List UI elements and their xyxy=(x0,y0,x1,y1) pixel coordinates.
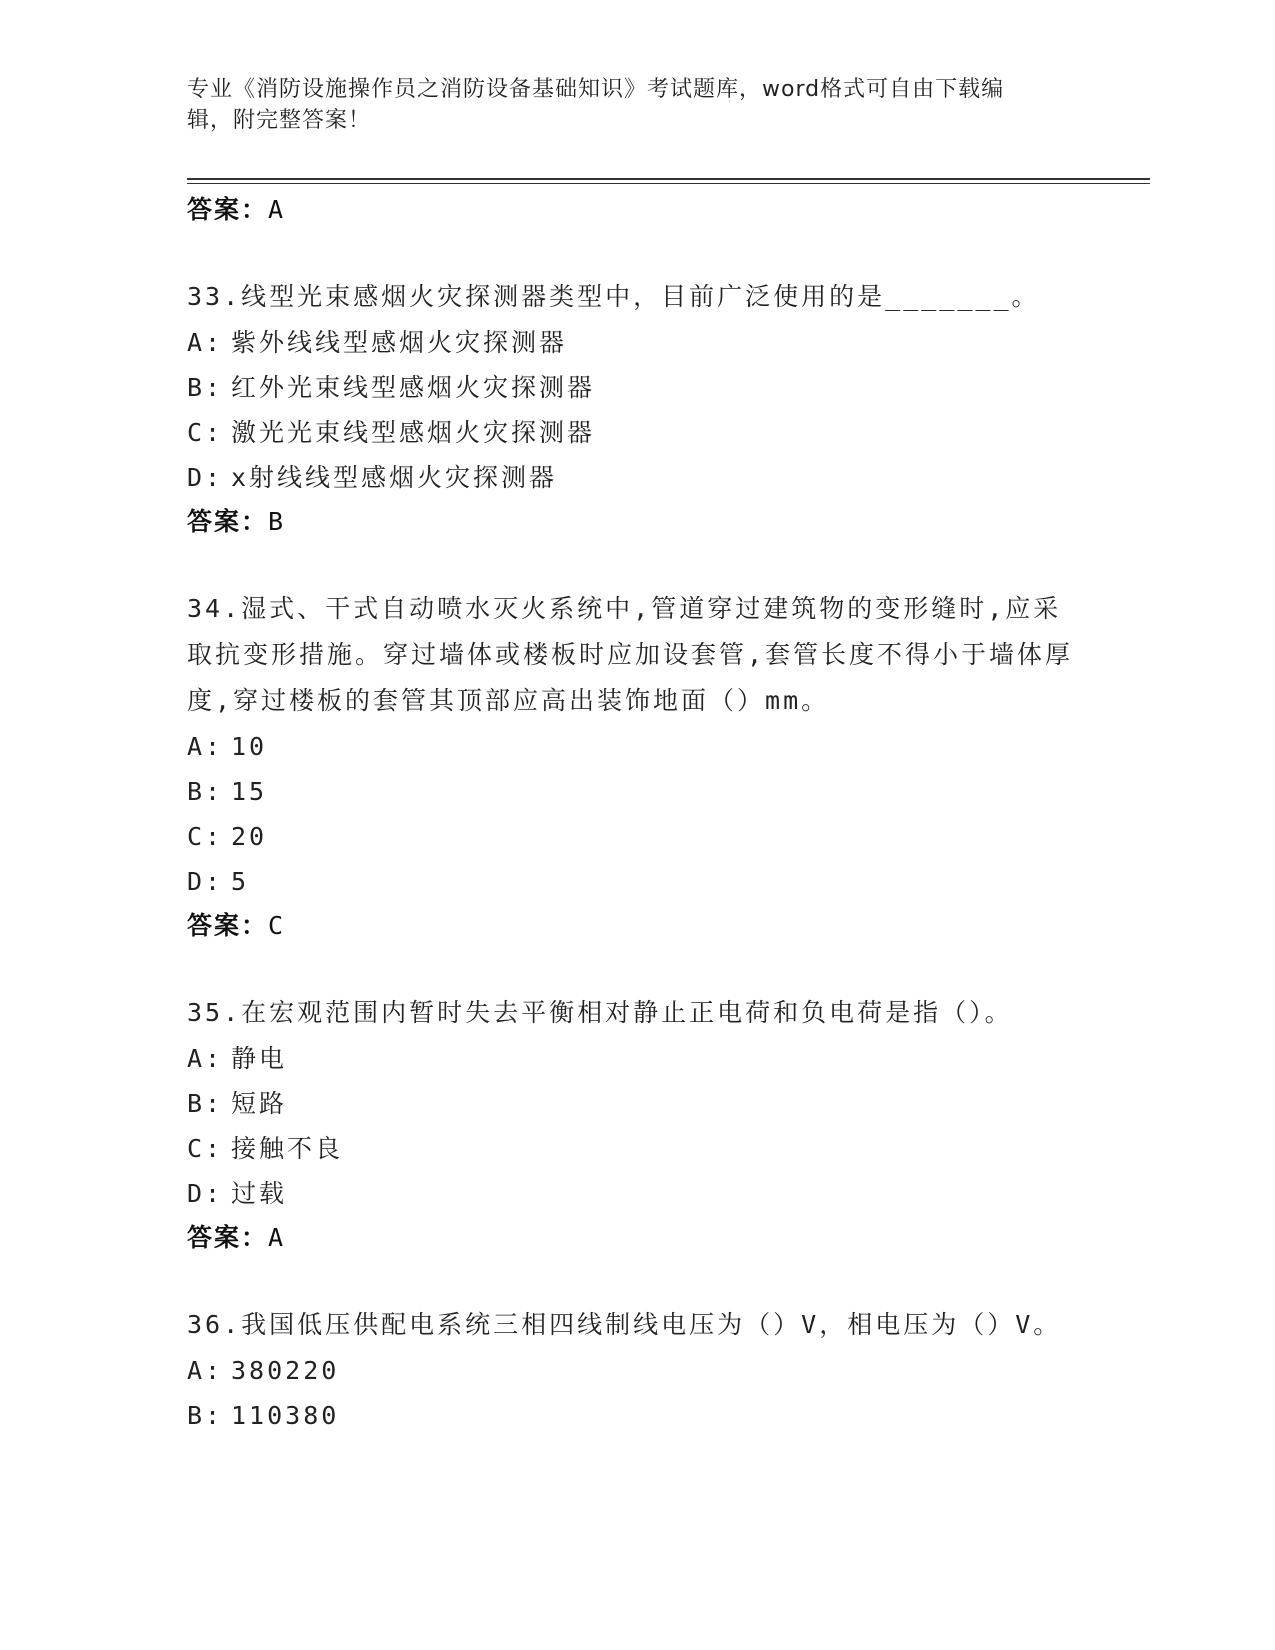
option-a xyxy=(187,320,1087,365)
option-a xyxy=(187,724,1087,769)
option-text: 15 xyxy=(231,777,268,806)
option-text: 110380 xyxy=(231,1401,340,1430)
answer-line xyxy=(187,904,1087,948)
option-c xyxy=(187,814,1087,859)
option-b xyxy=(187,1081,1087,1126)
option-text: 接触不良 xyxy=(231,1134,344,1163)
question-34 xyxy=(187,586,1087,948)
answer-line xyxy=(187,500,1087,544)
answer-label: 答案： xyxy=(187,1223,269,1252)
question-36 xyxy=(187,1302,1087,1438)
option-a xyxy=(187,1348,1087,1393)
option-letter: B: xyxy=(187,777,224,806)
option-text: x射线线型感烟火灾探测器 xyxy=(231,463,558,492)
option-text: 激光光束线型感烟火灾探测器 xyxy=(231,418,596,447)
option-letter: C: xyxy=(187,822,224,851)
answer-line xyxy=(187,1216,1087,1260)
option-text: 过载 xyxy=(231,1179,288,1208)
question-stem: 34.湿式、干式自动喷水灭火系统中,管道穿过建筑物的变形缝时,应采取抗变形措施。穿过墙体或楼板时应加设套管,套管长度不得小于墙体厚度,穿过楼板的套管其顶部应高出装饰地面（）mm。 xyxy=(187,594,1074,715)
option-a xyxy=(187,1036,1087,1081)
option-text: 5 xyxy=(231,867,250,896)
option-text: 短路 xyxy=(231,1089,288,1118)
header-divider-thick xyxy=(187,178,1150,180)
question-33 xyxy=(187,274,1087,544)
answer-label: 答案： xyxy=(187,507,269,536)
page-header xyxy=(187,74,1067,136)
answer-line xyxy=(187,188,1087,232)
option-b xyxy=(187,1393,1087,1438)
option-letter: B: xyxy=(187,1401,224,1430)
option-c xyxy=(187,410,1087,455)
option-text: 380220 xyxy=(231,1356,340,1385)
option-d xyxy=(187,859,1087,904)
answer-value: B xyxy=(268,507,286,536)
option-text: 10 xyxy=(231,732,268,761)
question-list xyxy=(187,188,1087,1438)
answer-label: 答案： xyxy=(187,195,269,224)
option-letter: C: xyxy=(187,1134,224,1163)
option-d xyxy=(187,1171,1087,1216)
option-letter: C: xyxy=(187,418,224,447)
option-c xyxy=(187,1126,1087,1171)
option-letter: A: xyxy=(187,1356,224,1385)
option-text: 静电 xyxy=(231,1044,288,1073)
option-letter: A: xyxy=(187,328,224,357)
option-b xyxy=(187,769,1087,814)
option-letter: B: xyxy=(187,373,224,402)
question-35 xyxy=(187,990,1087,1260)
answer-value: A xyxy=(268,1223,286,1252)
answer-label: 答案： xyxy=(187,911,269,940)
header-divider-thin xyxy=(187,183,1150,184)
option-letter: B: xyxy=(187,1089,224,1118)
answer-value: A xyxy=(268,195,286,224)
question-stem: 33.线型光束感烟火灾探测器类型中，目前广泛使用的是_______。 xyxy=(187,282,1040,311)
question-stem: 35.在宏观范围内暂时失去平衡相对静止正电荷和负电荷是指（）。 xyxy=(187,998,1013,1027)
option-letter: D: xyxy=(187,463,224,492)
header-line-2: 辑，附完整答案！ xyxy=(187,108,372,133)
option-letter: D: xyxy=(187,867,224,896)
option-b xyxy=(187,365,1087,410)
option-d xyxy=(187,455,1087,500)
option-text: 20 xyxy=(231,822,268,851)
option-text: 红外光束线型感烟火灾探测器 xyxy=(231,373,596,402)
header-line-1: 专业《消防设施操作员之消防设备基础知识》考试题库，word格式可自由下载编 xyxy=(187,77,1005,102)
question-stem: 36.我国低压供配电系统三相四线制线电压为（）V，相电压为（）V。 xyxy=(187,1310,1062,1339)
option-letter: A: xyxy=(187,1044,224,1073)
option-letter: D: xyxy=(187,1179,224,1208)
option-text: 紫外线线型感烟火灾探测器 xyxy=(231,328,568,357)
option-letter: A: xyxy=(187,732,224,761)
answer-value: C xyxy=(268,911,286,940)
